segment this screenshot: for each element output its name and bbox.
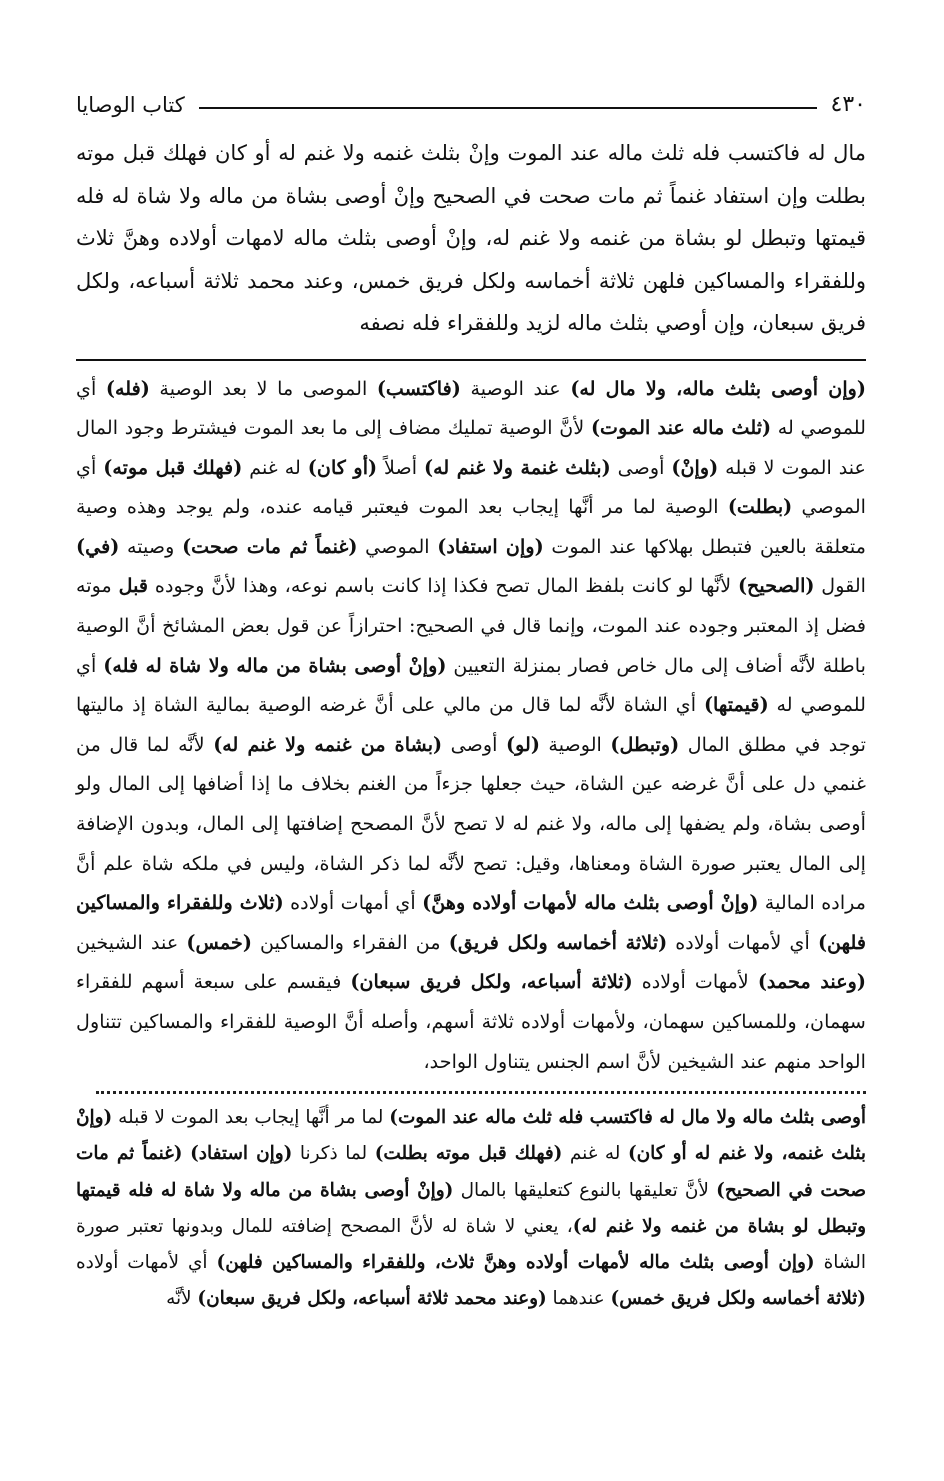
bold-segment: (وإن أوصى بثلث ماله لأمهات أولاده وهنَّ ثلاث، وللفقراء والمساكين فلهن) (216, 1252, 815, 1273)
text-segment: الوصية (539, 732, 611, 756)
header-rule (199, 107, 817, 109)
text-segment (183, 1143, 191, 1164)
text-segment: الموصى ما لا بعد الوصية (149, 376, 377, 400)
text-segment: لأنَّ تعليقها بالنوع كتعليقها بالمال (453, 1179, 717, 1201)
matn-text: مال له فاكتسب فله ثلث ماله عند الموت وإنْ بثلث غنمه ولا غنم له أو كان فهلك قبل موته بطلت وإن استفاد غنماً ثم مات صحت في الصحيح وإنْ أوصى بشاة من ماله ولا شاة له فله قيمتها وتبطل لو بشاة من غنمه ولا غنم له، وإنْ أوصى بثلث ماله لامهات أولاده وهنَّ ثلاث وللفقراء والمساكين فلهن ثلاثة أخماسه ولكل فريق خمس، وعند محمد ثلاثة أسباعه، ولكل فريق سبعان، وإن أوصي بثلث ماله لزيد وللفقراء فله نصفه (76, 141, 866, 335)
bold-segment: (وإنْ أوصى بثلث ماله لأمهات أولاده وهنَّ) (422, 891, 759, 915)
bold-segment: (بشاة من غنمه ولا غنم له) (213, 732, 443, 756)
bold-segment: (غنماً ثم مات صحت في الصحيح) (76, 1143, 866, 1201)
text-segment: من الفقراء والمساكين (251, 930, 449, 954)
text-segment: لما ذكرنا (292, 1143, 375, 1165)
page-number: ٤٣٠ (830, 92, 866, 117)
bold-segment: (وإن استفاد) (437, 534, 544, 558)
text-segment: له غنم (562, 1143, 628, 1165)
text-segment: الوصية لما مر أنَّها إيجاب بعد الموت فيعتبر قيامه عنده، ولم يوجد وهذه وصية متعلقة بالعين فتبطل بهلاكها عند الموت (76, 495, 866, 558)
bold-segment: (ثلاثة أخماسه ولكل فريق) (448, 930, 668, 954)
text-segment: أي للموصي له (76, 653, 866, 717)
text-segment: ، يعني لا شاة له لأنَّ المصحح إضافته للمال وبدونها تعتبر صورة الشاة (76, 1215, 866, 1273)
bold-segment: قبل (118, 574, 149, 598)
text-segment: لما مر أنَّها إيجاب بعد الموت لا قبله (112, 1107, 390, 1129)
text-segment: وصيته (119, 534, 183, 558)
bold-segment: (وعند محمد ثلاثة أسباعه، ولكل فريق سبعان) (197, 1288, 547, 1310)
sharh-commentary (76, 369, 866, 1082)
book-page (76, 80, 866, 1317)
text-segment: أصلاً (377, 455, 425, 479)
bold-segment: (بثلث غنمة ولا غنم له) (424, 455, 611, 479)
text-segment: أي لأمهات أولاده (667, 930, 818, 954)
text-segment: لأنَّها لو كانت بلفظ المال تصح فكذا إذا كانت باسم نوعه، وهذا لأنَّ وجوده (148, 574, 738, 598)
bold-segment: (وإن أوصى بثلث ماله، ولا مال له) (570, 376, 866, 400)
text-segment: أي للموصي له (76, 376, 867, 440)
text-segment: أوصى (442, 732, 506, 756)
bold-segment: (في) (76, 534, 120, 558)
bold-segment: (وإن استفاد) (190, 1143, 293, 1165)
text-segment: أي أمهات أولاده (283, 891, 423, 915)
bold-segment: أوصى بثلث ماله ولا مال له فاكتسب فله ثلث ماله عند الموت) (389, 1107, 866, 1129)
text-segment: لأمهات أولاده (632, 970, 758, 994)
bold-segment: (وتبطل) (610, 732, 680, 756)
chapter-title: كتاب الوصايا (76, 93, 185, 117)
bold-segment: (ثلث ماله عند الموت) (590, 416, 772, 440)
bold-segment: (فهلك قبل موته بطلت) (374, 1143, 563, 1165)
bold-segment: (ثلاثة أخماسه ولكل فريق خمس) (610, 1288, 866, 1310)
text-segment: عندهما (546, 1288, 611, 1310)
bold-segment: (غنماً ثم مات صحت) (182, 534, 358, 558)
text-segment: لأنَّه لما قال من غنمي دل على أنَّ غرضه عين الشاة، حيث جعلها جزءاً من الغنم بخلاف ما إذا أضافها إلى المال ولو أوصى بشاة، ولم يضفها إلى ماله، ولا غنم له لا تصح لأنَّ المصحح إضافتها إلى المال، وبدون الإضافة إلى المال يعتبر صورة الشاة ومعناها، وقيل: تصح لأنَّه لما ذكر الشاة، وليس في ملكه شاة علم أنَّ مراده المالية (76, 732, 867, 915)
bold-segment: (ثلاثة أسباعه، ولكل فريق سبعان) (350, 970, 633, 994)
bold-segment: (فاكتسب) (376, 376, 461, 400)
bold-segment: (ثلاث وللفقراء والمساكين فلهن) (76, 891, 867, 954)
text-segment: لأنَّ الوصية تمليك مضاف إلى ما بعد الموت فيشترط وجود المال عند الموت لا قبله (76, 416, 867, 479)
running-head (76, 80, 866, 116)
matn-divider (76, 359, 866, 361)
bold-segment: (فله) (105, 376, 150, 400)
text-segment: أي الشاة لأنَّه لما قال من مالي على أنَّ غرضه الوصية بمالية الشاة إذ ماليتها توجد في مطلق المال (76, 693, 866, 756)
dotted-divider (96, 1091, 866, 1094)
text-segment: فيقسم على سبعة أسهم للفقراء سهمان، وللمساكين سهمان، ولأمهات أولاده ثلاثة أسهم، وأصله أنَّ الوصية للفقراء والمساكين تتناول الواحد منهم عند الشيخين لأنَّ اسم الجنس يتناول الواحد، (76, 970, 866, 1073)
bold-segment: (وإنْ أوصى بشاة من ماله ولا شاة له فله) (103, 653, 447, 677)
bold-segment: (الصحيح) (737, 574, 815, 598)
text-segment: له غنم (242, 455, 308, 479)
bold-segment: (أو كان) (307, 455, 378, 479)
text-segment: موته فضل إذ المعتبر وجوده عند الموت، وإنما قال في الصحيح: احترازاً عن قول بعض المشائخ أنَّ الوصية باطلة لأنَّه أضاف إلى مال خاص فصار بمنزلة التعيين (76, 574, 866, 677)
text-segment: أي الموصي (76, 455, 866, 519)
text-segment: عند الشيخين (76, 930, 187, 954)
bold-segment: (قيمتها) (703, 693, 769, 717)
bold-segment: (وعند محمد) (757, 970, 866, 994)
bold-segment: (وإنْ أوصى بشاة من ماله ولا شاة له فله قيمتها وتبطل لو بشاة من غنمه ولا غنم له) (76, 1179, 866, 1237)
text-segment: أوصى (610, 455, 672, 479)
text-segment: لأنَّه (166, 1288, 198, 1310)
bold-segment: (فهلك قبل موته) (103, 455, 243, 479)
bold-segment: (خمس) (186, 930, 252, 954)
bold-segment: (بطلت) (727, 495, 793, 519)
bold-segment: (وإنْ بثلث غنمه، ولا غنم له أو كان) (76, 1107, 866, 1165)
hashiya-commentary (76, 1100, 866, 1317)
bold-segment: (وإنْ) (671, 455, 719, 479)
text-segment: القول (814, 574, 866, 598)
text-segment: أي لأمهات أولاده (76, 1252, 217, 1273)
text-segment: الموصي (357, 534, 438, 558)
text-segment: عند الوصية (460, 376, 571, 400)
bold-segment: (لو) (506, 732, 540, 756)
